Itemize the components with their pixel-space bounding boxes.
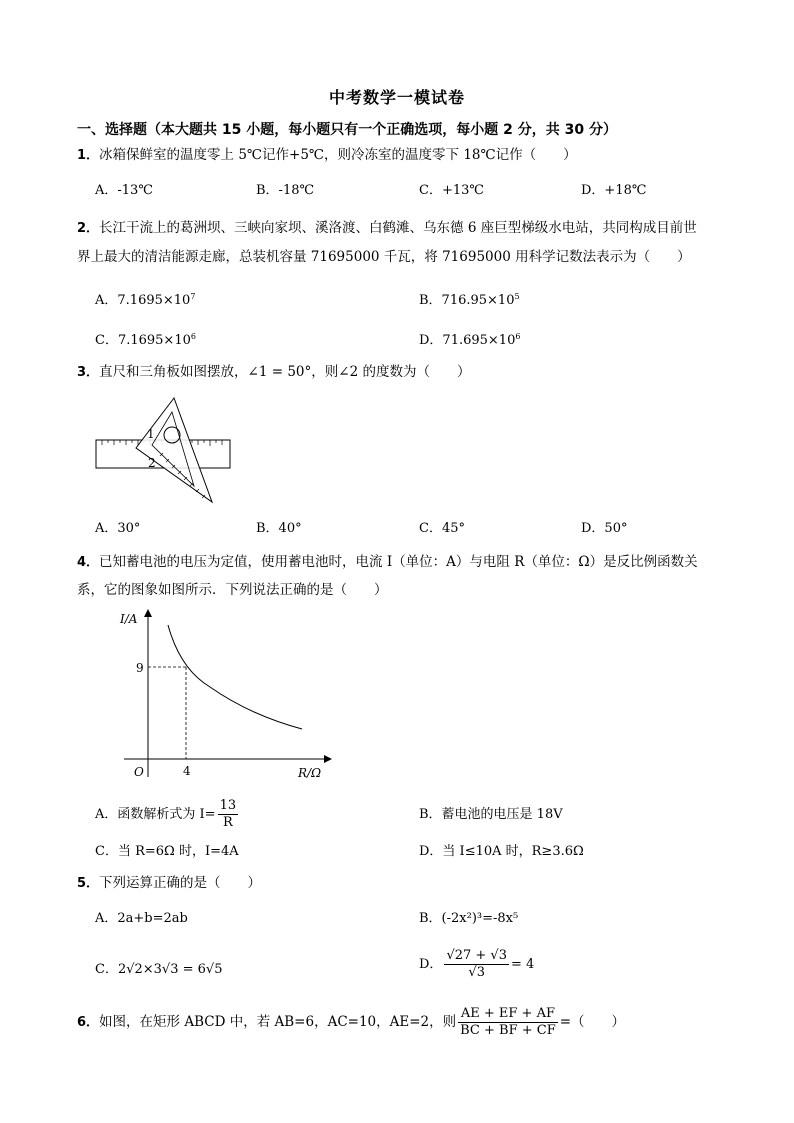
q1-option-b: B．-18℃ — [256, 183, 315, 198]
q4-option-d: D．当 I≤10A 时，R≥3.6Ω — [419, 844, 584, 859]
question-text: 冰箱保鲜室的温度零上 5℃记作+5℃，则冷冻室的温度零下 18℃记作（ ） — [99, 147, 577, 163]
q4-option-b: B．蓄电池的电压是 18V — [419, 807, 563, 822]
q5-option-c: C．2√2×3√3 = 6√5 — [95, 962, 223, 977]
section-heading: 一、选择题（本大题共 15 小题，每小题只有一个正确选项，每小题 2 分，共 30 分） — [77, 122, 617, 138]
y-tick-label: 9 — [136, 661, 144, 675]
question-number: 3． — [77, 365, 100, 380]
question-text: 如图，在矩形 ABCD 中，若 AB=6，AC=10，AE=2，则 — [99, 1014, 457, 1030]
exam-title: 中考数学一模试卷 — [328, 88, 465, 107]
question-text: 已知蓄电池的电压为定值，使用蓄电池时，电流 I（单位：A）与电阻 R（单位：Ω）是反比例函数关 — [99, 554, 698, 570]
q4-option-c: C．当 R=6Ω 时，I=4A — [95, 844, 239, 859]
q2-option-d: D．$71.695\times 10^6$ — [419, 332, 521, 348]
question-3 — [77, 363, 470, 382]
question-text: 长江干流上的葛洲坝、三峡向家坝、溪洛渡、白鹤滩、乌东德 6 座巨型梯级水电站，共同构成目前世 — [99, 220, 697, 236]
q2-option-c: C．$7.1695\times 10^6$ — [95, 332, 196, 348]
question-number: 5． — [77, 876, 100, 891]
question-1 — [77, 146, 577, 165]
hyperbola-curve — [168, 625, 302, 729]
question-number: 4． — [77, 555, 100, 570]
question-text: 直尺和三角板如图摆放，∠1 = 50°，则∠2 的度数为（ ） — [99, 364, 471, 380]
angle-1-label: 1 — [147, 427, 155, 441]
question-text: 下列运算正确的是（ ） — [99, 875, 262, 891]
ruler-triangle-figure — [90, 390, 240, 510]
question-6: 6．如图，在矩形 ABCD 中，若 AB=6，AC=10，AE=2，则 $\frac{AE + EF + AF}{BC + BF + CF}$ =（ ） — [77, 1006, 626, 1038]
q4-option-a: A．函数解析式为 I= $\frac{13}{R}$ — [95, 798, 237, 830]
origin-label: O — [134, 765, 144, 779]
q1-option-a: A．-13℃ — [95, 183, 153, 198]
y-axis-label: I/A — [120, 612, 138, 626]
q5-option-d: D． $\frac{√27 + √3}{√3}$ = 4 — [419, 948, 535, 980]
triangle-shape — [136, 398, 212, 502]
fraction: $\frac{13}{R}$ — [219, 798, 237, 830]
q1-option-d: D．+18℃ — [581, 183, 647, 198]
question-2-line-1 — [77, 219, 697, 238]
q3-option-b: B．40° — [256, 521, 302, 536]
angle-2-label: 2 — [148, 456, 156, 470]
inverse-proportion-graph — [110, 605, 340, 785]
question-2-line-2: 界上最大的清洁能源走廊，总装机容量 71695000 千瓦，将 71695000 用科学记数法表示为（ ） — [77, 249, 691, 265]
fraction: $\frac{√27 + √3}{√3}$ — [446, 948, 507, 980]
question-number: 1． — [77, 148, 100, 163]
q3-option-a: A．30° — [95, 521, 141, 536]
q2-option-a: A．$7.1695\times 10^7$ — [95, 292, 196, 308]
question-5 — [77, 874, 261, 893]
question-4-line-2: 系，它的图象如图所示．下列说法正确的是（ ） — [77, 582, 388, 598]
q1-option-c: C．+13℃ — [419, 183, 484, 198]
x-tick-label: 4 — [183, 764, 191, 778]
x-axis-label: R/Ω — [298, 766, 322, 780]
q3-option-d: D．50° — [581, 521, 628, 536]
q5-option-a: A．2a+b=2ab — [95, 911, 188, 926]
fraction: $\frac{AE + EF + AF}{BC + BF + CF}$ — [460, 1006, 556, 1038]
q2-option-b: B．$716.95\times 10^5$ — [419, 292, 520, 308]
question-4-line-1 — [77, 553, 698, 572]
q3-option-c: C．45° — [419, 521, 465, 536]
question-number: 2． — [77, 221, 100, 236]
q5-option-b: B．(-2x²)³=-8x⁵ — [419, 911, 519, 926]
question-number: 6． — [77, 1015, 100, 1030]
